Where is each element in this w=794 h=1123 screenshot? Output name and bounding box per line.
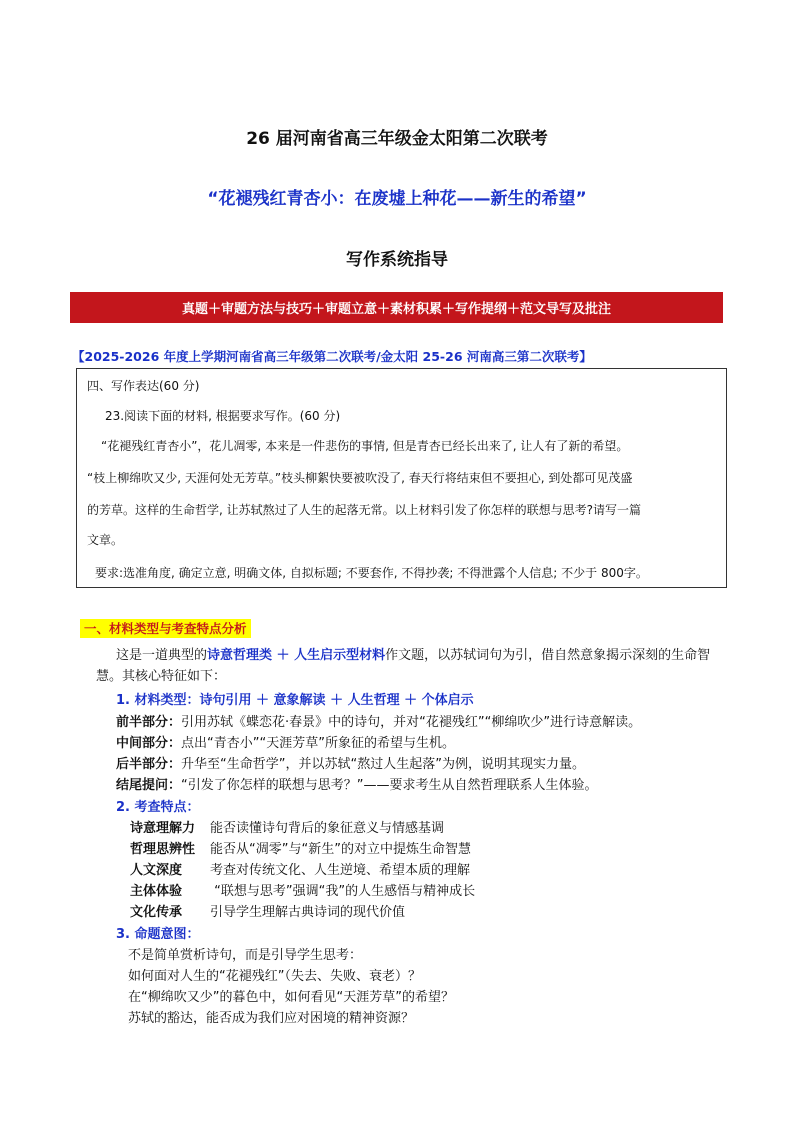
intro-text-a: 这是一道典型的 bbox=[116, 648, 208, 663]
feature-text: 能否从“凋零”与“新生”的对立中提炼生命智慧 bbox=[210, 842, 471, 857]
feature-text: “联想与思考”强调“我”的人生感悟与精神成长 bbox=[210, 884, 476, 899]
part-key: 前半部分： bbox=[116, 715, 182, 730]
intent-line: 苏轼的豁达，能否成为我们应对困境的精神资源？ bbox=[128, 1011, 415, 1026]
part-key: 后半部分： bbox=[116, 757, 182, 772]
feature-text: 引导学生理解古典诗词的现代价值 bbox=[210, 905, 406, 920]
exam-source: 【2025-2026 年度上学期河南省高三年级第二次联考/金太阳 25-26 河南高三第二次联考】 bbox=[72, 349, 592, 364]
question-box bbox=[76, 368, 727, 588]
part-text: 升华至“生命哲学”，并以苏轼“熬过人生起落”为例，说明其现实力量。 bbox=[181, 757, 585, 772]
question-number: 23.阅读下面的材料, 根据要求写作。(60 分) bbox=[105, 409, 341, 423]
intro-text-c: 作文题，以苏轼词句为引，借自然意象揭示深刻的生命智慧。其核心特征如下： bbox=[96, 648, 711, 684]
question-line: “花褪残红青杏小”，花儿凋零, 本来是一件悲伤的事情, 但是青杏已经长出来了, 让人有了新的希望。 bbox=[101, 439, 629, 453]
part-text: 点出“青杏小”“天涯芳草”所象征的希望与生机。 bbox=[181, 736, 455, 751]
part-text: 引用苏轼《蝶恋花·春景》中的诗句，并对“花褪残红”“柳绵吹少”进行诗意解读。 bbox=[181, 715, 642, 730]
part-key: 中间部分： bbox=[116, 736, 182, 751]
document-subtitle: “花褪残红青杏小：在废墟上种花——新生的希望” bbox=[207, 189, 587, 209]
section-heading: 一、材料类型与考查特点分析 bbox=[80, 619, 251, 638]
feature-key: 文化传承 bbox=[130, 905, 183, 920]
part-key: 结尾提问： bbox=[116, 778, 182, 793]
feature-row bbox=[130, 817, 444, 836]
intent-line: 如何面对人生的“花褪残红”（失去、失败、衰老）？ bbox=[128, 969, 421, 984]
question-line: 的芳草。这样的生命哲学, 让苏轼熬过了人生的起落无常。以上材料引发了你怎样的联想与思考?请写一篇 bbox=[87, 503, 642, 517]
part-row bbox=[116, 774, 598, 793]
feature-key: 主体体验 bbox=[130, 884, 183, 899]
type-heading: 1. 材料类型：诗句引用 ＋ 意象解读 ＋ 人生哲理 ＋ 个体启示 bbox=[116, 693, 474, 708]
intro-paragraph bbox=[96, 645, 726, 687]
question-section: 四、写作表达(60 分) bbox=[87, 379, 200, 393]
document-title: 26 届河南省高三年级金太阳第二次联考 bbox=[246, 129, 548, 149]
feature-text: 考查对传统文化、人生逆境、希望本质的理解 bbox=[210, 863, 471, 878]
feature-key: 哲理思辨性 bbox=[130, 842, 196, 857]
feature-row bbox=[130, 838, 471, 857]
guide-title: 写作系统指导 bbox=[346, 250, 448, 270]
part-row bbox=[116, 753, 585, 772]
feature-row bbox=[130, 880, 475, 899]
intent-line: 在“柳绵吹又少”的暮色中，如何看见“天涯芳草”的希望？ bbox=[128, 990, 454, 1005]
part-text: “引发了你怎样的联想与思考？”——要求考生从自然哲理联系人生体验。 bbox=[181, 778, 598, 793]
intro-highlight: 诗意哲理类 ＋ 人生启示型材料 bbox=[207, 648, 386, 663]
feature-row bbox=[130, 859, 470, 878]
feature-row bbox=[130, 901, 405, 920]
question-line: “枝上柳绵吹又少, 天涯何处无芳草。”枝头柳絮快要被吹没了, 春天行将结束但不要担心, 到处都可见茂盛 bbox=[87, 471, 633, 485]
part-row bbox=[116, 711, 641, 730]
feature-key: 人文深度 bbox=[130, 863, 183, 878]
intent-heading: 3. 命题意图： bbox=[116, 927, 200, 942]
feature-key: 诗意理解力 bbox=[130, 821, 196, 836]
part-row bbox=[116, 732, 455, 751]
content-banner bbox=[70, 292, 723, 323]
features-heading: 2. 考查特点： bbox=[116, 800, 200, 815]
question-requirements: 要求:选准角度, 确定立意, 明确文体, 自拟标题; 不要套作, 不得抄袭; 不得泄露个人信息; 不少于 800字。 bbox=[95, 566, 648, 580]
feature-text: 能否读懂诗句背后的象征意义与情感基调 bbox=[210, 821, 445, 836]
intent-line: 不是简单赏析诗句，而是引导学生思考： bbox=[128, 948, 363, 963]
banner-text: 真题＋审题方法与技巧＋审题立意＋素材积累＋写作提纲＋范文导写及批注 bbox=[181, 302, 611, 317]
question-line: 文章。 bbox=[87, 533, 124, 547]
